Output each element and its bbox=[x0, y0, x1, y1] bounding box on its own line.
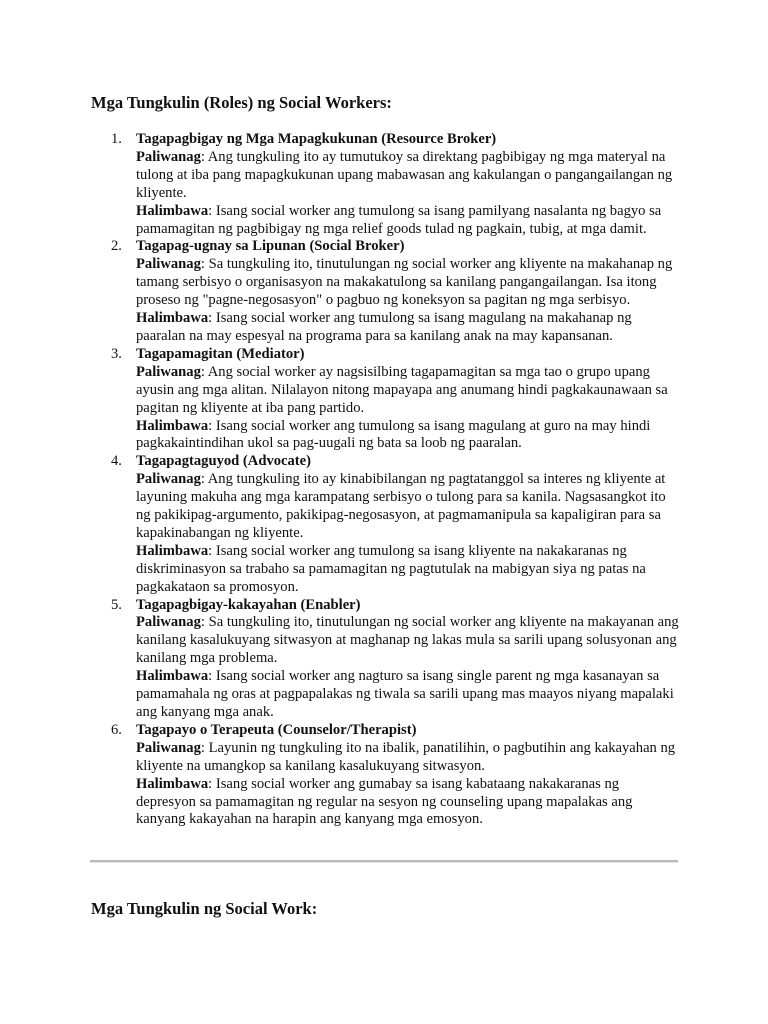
role-title: Tagapagtaguyod (Advocate) bbox=[136, 453, 312, 470]
paliwanag-text: : Layunin ng tungkuling ito na ibalik, panatilihin, o pagbutihin ang kakayahan ng kliyente na umangkop sa kanilang kasalukuyang sitwasyon. bbox=[136, 739, 676, 774]
halimbawa-text: : Isang social worker ang tumulong sa isang pamilyang nasalanta ng bagyo sa pamamagitan ng pagbibigay ng mga relief goods tulad ng pagkain, tubig, at mga damit. bbox=[136, 202, 662, 237]
list-number: 6. bbox=[111, 721, 122, 738]
role-title: Tagapagbigay-kakayahan (Enabler) bbox=[136, 596, 361, 613]
list-number: 2. bbox=[111, 238, 122, 255]
paliwanag-paragraph bbox=[136, 256, 681, 310]
section-title-roles: Mga Tungkulin (Roles) ng Social Workers: bbox=[91, 93, 392, 112]
halimbawa-paragraph bbox=[136, 203, 681, 239]
paliwanag-text: : Sa tungkuling ito, tinutulungan ng social worker ang kliyente na makayanan ang kanilang kasalukuyang sitwasyon at maghanap ng lakas mula sa sarili upang solusyonan ang kanilang mga problema. bbox=[136, 614, 679, 667]
halimbawa-text: : Isang social worker ang tumulong sa isang kliyente na nakakaranas ng diskriminasyon sa trabaho sa pamamagitan ng pagtutulak na mabigyan siya ng patas na pagkakataon sa promosyon. bbox=[136, 542, 646, 595]
list-number: 4. bbox=[111, 453, 122, 470]
role-title: Tagapayo o Terapeuta (Counselor/Therapist) bbox=[136, 721, 417, 738]
paliwanag-text: : Ang tungkuling ito ay tumutukoy sa direktang pagbibigay ng mga materyal na tulong at iba pang mapagkukunan upang mabawasan ang kakulangan o pangangailangan ng kliyente. bbox=[136, 148, 673, 201]
halimbawa-label: Halimbawa bbox=[136, 668, 209, 685]
list-number: 5. bbox=[111, 596, 122, 613]
paliwanag-paragraph bbox=[136, 614, 681, 668]
role-item-2 bbox=[91, 238, 681, 345]
role-item-6 bbox=[91, 722, 681, 829]
halimbawa-label: Halimbawa bbox=[136, 202, 209, 219]
halimbawa-paragraph bbox=[136, 310, 681, 346]
halimbawa-text: : Isang social worker ang gumabay sa isang kabataang nakakaranas ng depresyon sa pamamagitan ng regular na sesyon ng counseling upang mapalakas ang kanyang kakayahan na harapin ang kanyang mga emosyon. bbox=[136, 775, 633, 828]
halimbawa-paragraph bbox=[136, 543, 681, 597]
paliwanag-paragraph bbox=[136, 149, 681, 203]
halimbawa-paragraph bbox=[136, 776, 681, 830]
halimbawa-text: : Isang social worker ang nagturo sa isang single parent ng mga kasanayan sa pamamahala ng oras at pagpapalakas ng tiwala sa sarili upang mas maayos niyang mapalaki ang kanyang mga anak. bbox=[136, 668, 674, 720]
roles-list bbox=[91, 131, 681, 829]
halimbawa-label: Halimbawa bbox=[136, 310, 209, 327]
section-title-social-work: Mga Tungkulin ng Social Work: bbox=[91, 899, 318, 918]
paliwanag-label: Paliwanag bbox=[136, 256, 201, 273]
role-title: Tagapamagitan (Mediator) bbox=[136, 345, 305, 362]
horizontal-divider bbox=[90, 860, 678, 863]
paliwanag-paragraph bbox=[136, 364, 681, 418]
paliwanag-text: : Ang social worker ay nagsisilbing tagapamagitan sa mga tao o grupo upang ayusin ang mga alitan. Nilalayon nitong mapayapa ang anumang hindi pagkakaunawaan sa pagitan ng kliyente at iba pang partido. bbox=[136, 363, 668, 416]
list-number: 3. bbox=[111, 345, 122, 362]
role-title: Tagapagbigay ng Mga Mapagkukunan (Resource Broker) bbox=[136, 131, 497, 147]
role-item-1 bbox=[91, 131, 681, 238]
halimbawa-label: Halimbawa bbox=[136, 542, 209, 559]
paliwanag-paragraph bbox=[136, 740, 681, 776]
paliwanag-label: Paliwanag bbox=[136, 363, 201, 380]
halimbawa-text: : Isang social worker ang tumulong sa isang magulang at guro na may hindi pagkakaintindihan ukol sa pag-uugali ng bata sa loob ng paaralan. bbox=[136, 417, 651, 452]
paliwanag-label: Paliwanag bbox=[136, 148, 201, 165]
role-item-3 bbox=[91, 346, 681, 453]
paliwanag-label: Paliwanag bbox=[136, 739, 201, 756]
role-title: Tagapag-ugnay sa Lipunan (Social Broker) bbox=[136, 238, 405, 255]
halimbawa-paragraph bbox=[136, 418, 681, 454]
list-number: 1. bbox=[111, 131, 122, 147]
role-item-5 bbox=[91, 597, 681, 722]
paliwanag-text: : Ang tungkuling ito ay kinabibilangan ng pagtatanggol sa interes ng kliyente at layuning makuha ang mga karampatang serbisyo o tulong para sa kanila. Nagsasangkot ito ng pakikipag-argumento, pakikipag-negosasyon, at pagmamanipula sa kapaligiran para sa kapakinabangan ng kliyente. bbox=[136, 471, 666, 541]
halimbawa-text: : Isang social worker ang tumulong sa isang magulang na makahanap ng paaralan na may espesyal na programa para sa kanilang anak na may kapansanan. bbox=[136, 310, 632, 344]
halimbawa-paragraph bbox=[136, 668, 681, 722]
halimbawa-label: Halimbawa bbox=[136, 417, 209, 434]
paliwanag-label: Paliwanag bbox=[136, 471, 201, 488]
paliwanag-paragraph bbox=[136, 471, 681, 543]
paliwanag-label: Paliwanag bbox=[136, 614, 201, 631]
halimbawa-label: Halimbawa bbox=[136, 775, 209, 792]
paliwanag-text: : Sa tungkuling ito, tinutulungan ng social worker ang kliyente na makahanap ng tamang serbisyo o organisasyon na makakatulong sa kanilang pangangailangan. Isa itong proseso ng "pagne-negosasyon" o pagbuo ng koneksyon sa pagitan ng mga serbisyo. bbox=[136, 256, 673, 309]
role-item-4 bbox=[91, 453, 681, 596]
